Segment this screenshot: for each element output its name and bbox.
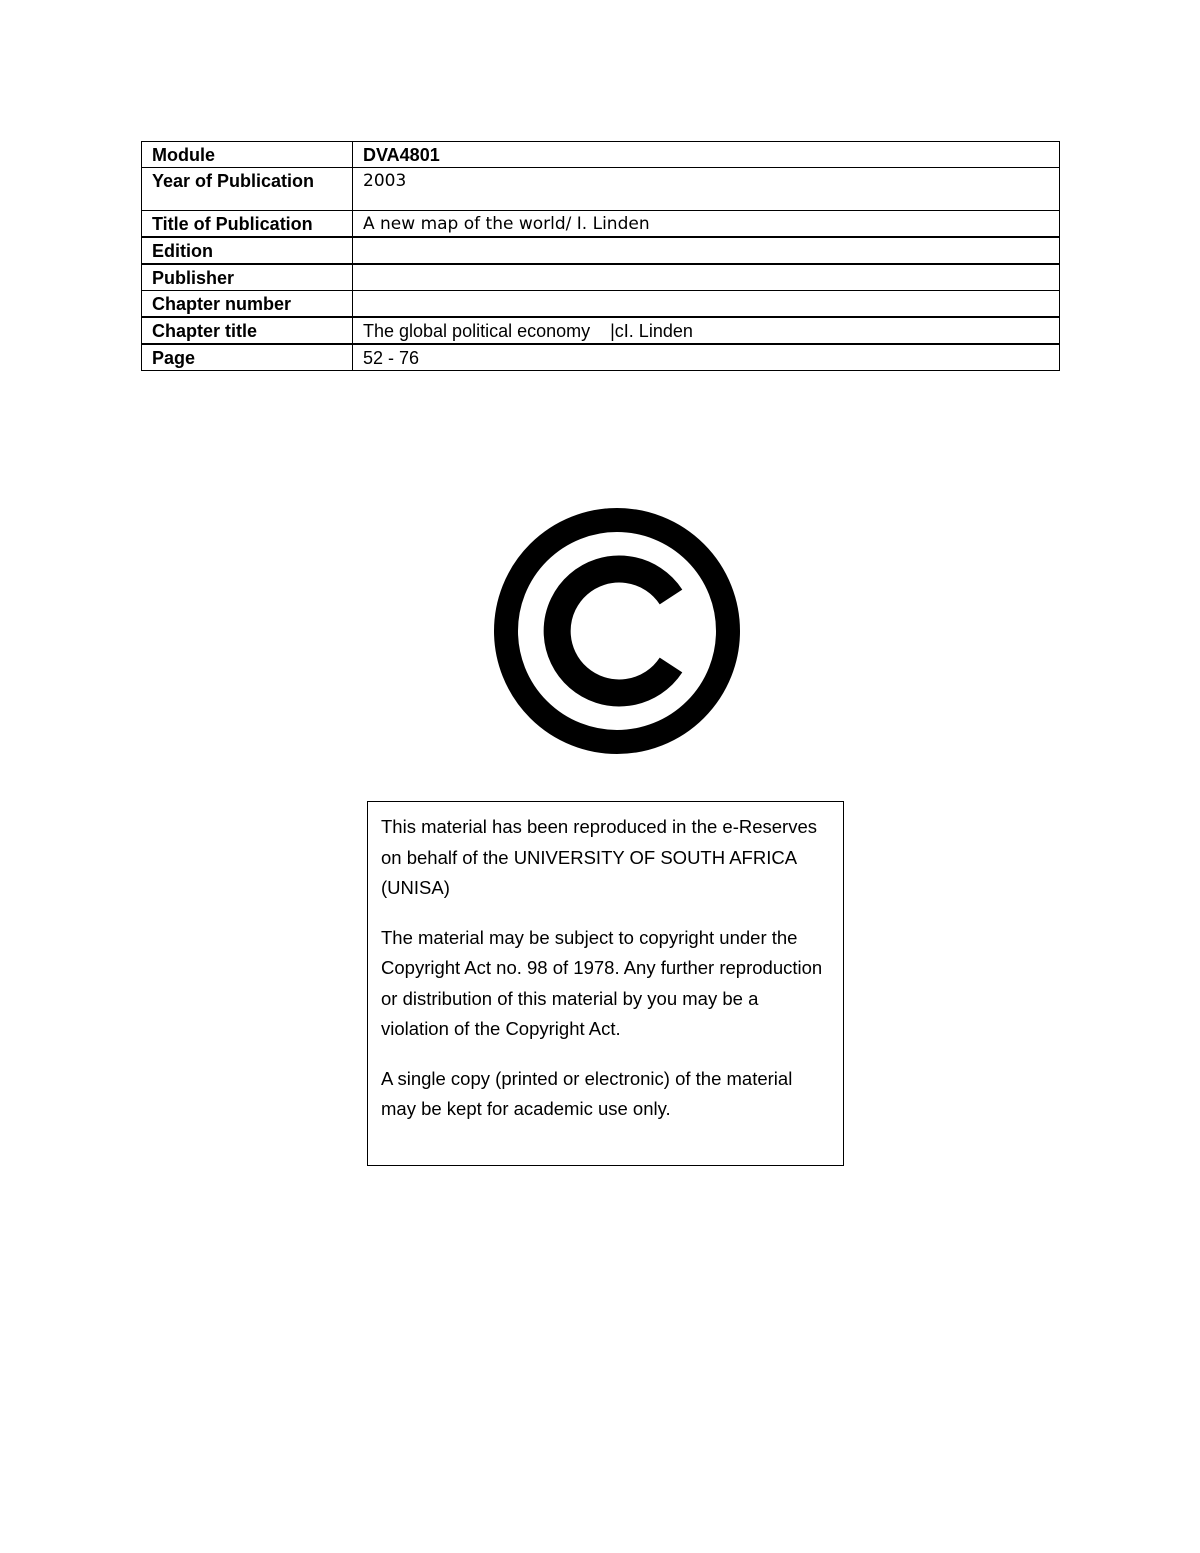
row-value-chapter-number xyxy=(353,291,1060,318)
row-value-year: 2003 xyxy=(353,168,1060,211)
table-row xyxy=(142,291,1060,318)
row-label-year: Year of Publication xyxy=(142,168,353,211)
notice-paragraph-reproduction: This material has been reproduced in the e-Reserves on behalf of the UNIVERSITY OF SOUTH AFRICA (UNISA) xyxy=(381,816,818,898)
row-label-edition: Edition xyxy=(142,237,353,264)
row-value-page: 52 - 76 xyxy=(353,344,1060,371)
copyright-notice-box xyxy=(367,801,844,1166)
table-row xyxy=(142,168,1060,211)
table-row xyxy=(142,344,1060,371)
table-row xyxy=(142,317,1060,344)
row-label-module: Module xyxy=(142,142,353,168)
row-label-chapter-number: Chapter number xyxy=(142,291,353,318)
row-value-module: DVA4801 xyxy=(353,142,1060,168)
notice-paragraph-copyright-act: The material may be subject to copyright under the Copyright Act no. 98 of 1978. Any further reproduction or distribution of this material by you may be a violation of the Copyright Act. xyxy=(381,926,823,1039)
notice-paragraph-single-copy: A single copy (printed or electronic) of the material may be kept for academic use only. xyxy=(381,1067,793,1119)
table-row xyxy=(142,211,1060,238)
row-value-title: A new map of the world/ I. Linden xyxy=(353,211,1060,238)
table-row xyxy=(142,142,1060,168)
row-label-page: Page xyxy=(142,344,353,371)
row-label-chapter-title: Chapter title xyxy=(142,317,353,344)
row-label-title: Title of Publication xyxy=(142,211,353,238)
copyright-symbol-icon xyxy=(493,507,741,755)
row-value-publisher xyxy=(353,264,1060,291)
table-row xyxy=(142,264,1060,291)
row-value-edition xyxy=(353,237,1060,264)
row-label-publisher: Publisher xyxy=(142,264,353,291)
row-value-chapter-title: The global political economy |cI. Linden xyxy=(353,317,1060,344)
publication-metadata-table xyxy=(141,141,1060,371)
table-row xyxy=(142,237,1060,264)
